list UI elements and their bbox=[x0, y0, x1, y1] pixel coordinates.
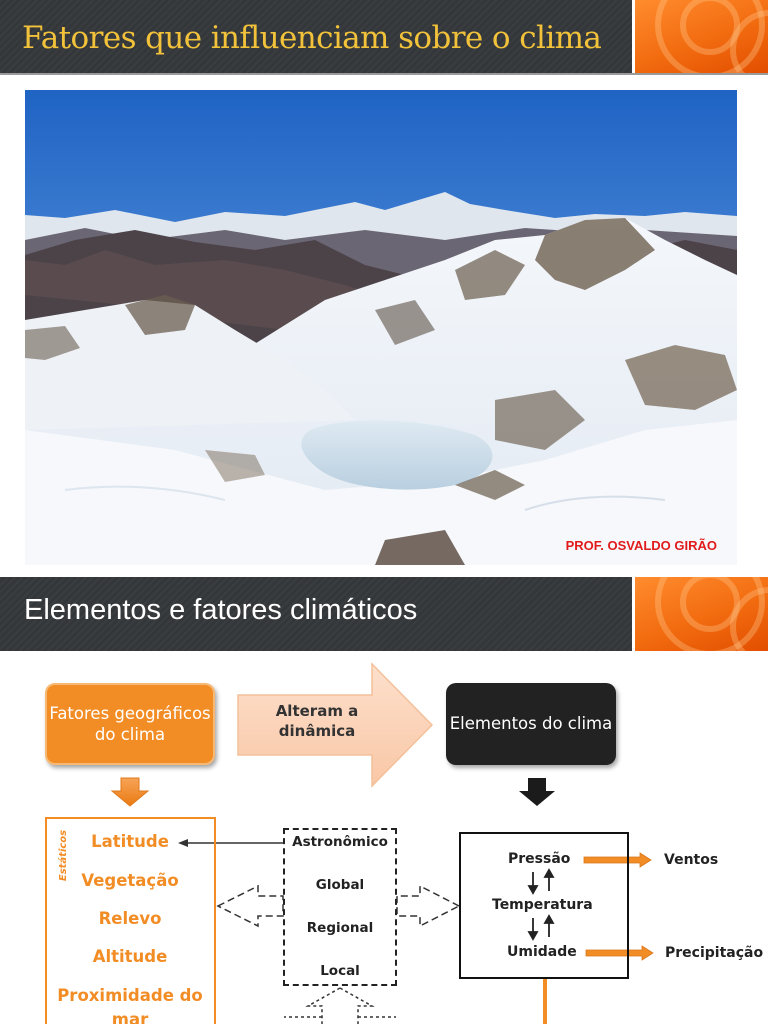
factor-relevo: Relevo bbox=[98, 909, 162, 928]
result-ventos: Ventos bbox=[664, 852, 719, 868]
scale-astronomico: Astronômico bbox=[292, 834, 388, 850]
slide2-title: Elementos e fatores climáticos bbox=[24, 594, 418, 626]
scale-local: Local bbox=[320, 963, 360, 979]
element-pressao: Pressão bbox=[508, 851, 571, 867]
right-dashed-arrow bbox=[397, 886, 459, 926]
up-dashed-arrow bbox=[308, 988, 372, 1024]
factor-proximidade: Proximidade do bbox=[57, 986, 203, 1005]
photo-credit: PROF. OSVALDO GIRÃO bbox=[565, 538, 717, 553]
orange-down-arrow bbox=[112, 778, 148, 806]
factor-mar: mar bbox=[111, 1010, 149, 1024]
factor-latitude: Latitude bbox=[91, 832, 169, 851]
arrow-label: Alteram a dinâmica bbox=[275, 702, 359, 740]
slide1-title: Fatores que influenciam sobre o clima bbox=[22, 20, 602, 56]
estaticos-label: Estáticos bbox=[58, 829, 70, 882]
elementos-clima-box: Elementos do clima bbox=[446, 683, 616, 765]
factor-vegetacao: Vegetação bbox=[81, 871, 179, 890]
factor-altitude: Altitude bbox=[92, 947, 168, 966]
scale-global: Global bbox=[315, 877, 365, 893]
element-umidade: Umidade bbox=[507, 944, 577, 960]
element-temperatura: Temperatura bbox=[492, 897, 593, 913]
fatores-geograficos-box: Fatores geográficos do clima bbox=[45, 683, 215, 765]
result-precipitacao: Precipitação bbox=[665, 945, 764, 961]
black-down-arrow bbox=[519, 778, 555, 806]
left-dashed-arrow bbox=[218, 886, 283, 926]
scale-regional: Regional bbox=[306, 920, 374, 936]
